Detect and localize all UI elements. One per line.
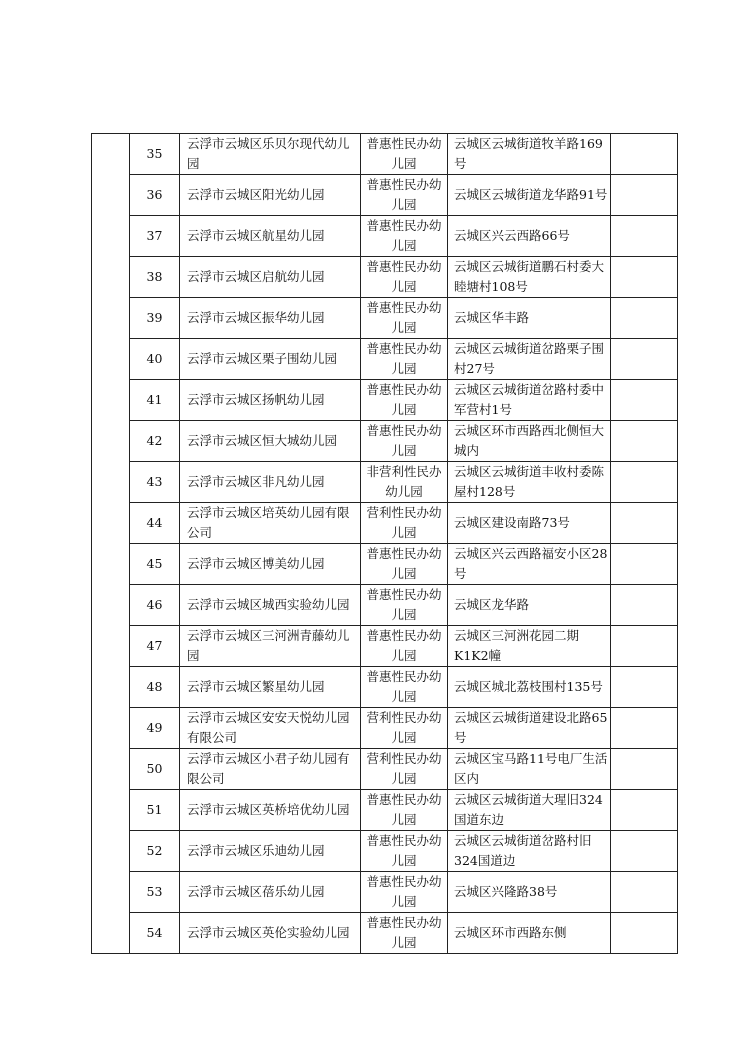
kindergarten-type-cell: 营利性民办幼儿园 (361, 503, 448, 544)
kindergarten-type-cell: 普惠性民办幼儿园 (361, 175, 448, 216)
row-number-cell: 52 (130, 831, 180, 872)
kindergarten-name-cell: 云浮市云城区繁星幼儿园 (180, 667, 361, 708)
kindergarten-name-cell: 云浮市云城区扬帆幼儿园 (180, 380, 361, 421)
kindergarten-name-cell: 云浮市云城区非凡幼儿园 (180, 462, 361, 503)
table-row (92, 421, 678, 462)
kindergarten-type-cell: 普惠性民办幼儿园 (361, 298, 448, 339)
kindergarten-type-cell: 普惠性民办幼儿园 (361, 544, 448, 585)
kindergarten-type-cell: 普惠性民办幼儿园 (361, 216, 448, 257)
remarks-cell (611, 421, 678, 462)
remarks-cell (611, 585, 678, 626)
table-row (92, 708, 678, 749)
table-row (92, 872, 678, 913)
table-row (92, 503, 678, 544)
address-cell: 云城区三河洲花园二期K1K2幢 (448, 626, 611, 667)
table-body (92, 134, 678, 954)
address-cell: 云城区兴云西路66号 (448, 216, 611, 257)
table-row (92, 216, 678, 257)
row-number-cell: 51 (130, 790, 180, 831)
remarks-cell (611, 913, 678, 954)
kindergarten-type-cell: 普惠性民办幼儿园 (361, 421, 448, 462)
kindergarten-name-cell: 云浮市云城区栗子围幼儿园 (180, 339, 361, 380)
row-number-cell: 49 (130, 708, 180, 749)
kindergarten-type-cell: 普惠性民办幼儿园 (361, 790, 448, 831)
kindergarten-name-cell: 云浮市云城区安安天悦幼儿园有限公司 (180, 708, 361, 749)
kindergarten-name-cell: 云浮市云城区振华幼儿园 (180, 298, 361, 339)
kindergarten-type-cell: 普惠性民办幼儿园 (361, 667, 448, 708)
row-number-cell: 44 (130, 503, 180, 544)
remarks-cell (611, 175, 678, 216)
row-number-cell: 42 (130, 421, 180, 462)
address-cell: 云城区云城街道大瑆旧324国道东边 (448, 790, 611, 831)
remarks-cell (611, 749, 678, 790)
remarks-cell (611, 462, 678, 503)
kindergarten-name-cell: 云浮市云城区乐迪幼儿园 (180, 831, 361, 872)
kindergarten-name-cell: 云浮市云城区英桥培优幼儿园 (180, 790, 361, 831)
address-cell: 云城区龙华路 (448, 585, 611, 626)
kindergarten-name-cell: 云浮市云城区培英幼儿园有限公司 (180, 503, 361, 544)
table-row (92, 544, 678, 585)
table-row (92, 913, 678, 954)
kindergarten-type-cell: 营利性民办幼儿园 (361, 749, 448, 790)
row-number-cell: 53 (130, 872, 180, 913)
kindergarten-name-cell: 云浮市云城区航星幼儿园 (180, 216, 361, 257)
table-row (92, 667, 678, 708)
remarks-cell (611, 790, 678, 831)
table-row (92, 462, 678, 503)
table-row (92, 585, 678, 626)
table-row (92, 380, 678, 421)
address-cell: 云城区兴云西路福安小区28号 (448, 544, 611, 585)
row-number-cell: 39 (130, 298, 180, 339)
remarks-cell (611, 831, 678, 872)
address-cell: 云城区环市西路东侧 (448, 913, 611, 954)
address-cell: 云城区云城街道丰收村委陈屋村128号 (448, 462, 611, 503)
row-number-cell: 45 (130, 544, 180, 585)
kindergarten-name-cell: 云浮市云城区英伦实验幼儿园 (180, 913, 361, 954)
table-row (92, 626, 678, 667)
kindergarten-name-cell: 云浮市云城区蓓乐幼儿园 (180, 872, 361, 913)
kindergarten-name-cell: 云浮市云城区乐贝尔现代幼儿园 (180, 134, 361, 175)
remarks-cell (611, 626, 678, 667)
table-row (92, 257, 678, 298)
kindergarten-name-cell: 云浮市云城区小君子幼儿园有限公司 (180, 749, 361, 790)
remarks-cell (611, 339, 678, 380)
kindergarten-type-cell: 普惠性民办幼儿园 (361, 380, 448, 421)
table-row (92, 175, 678, 216)
remarks-cell (611, 544, 678, 585)
address-cell: 云城区云城街道岔路村旧324国道边 (448, 831, 611, 872)
row-number-cell: 48 (130, 667, 180, 708)
kindergarten-type-cell: 普惠性民办幼儿园 (361, 831, 448, 872)
kindergarten-name-cell: 云浮市云城区恒大城幼儿园 (180, 421, 361, 462)
address-cell: 云城区云城街道岔路村委中军营村1号 (448, 380, 611, 421)
district-group-cell (92, 134, 130, 954)
table-row (92, 298, 678, 339)
table-row (92, 134, 678, 175)
remarks-cell (611, 503, 678, 544)
kindergarten-type-cell: 非营利性民办幼儿园 (361, 462, 448, 503)
row-number-cell: 37 (130, 216, 180, 257)
address-cell: 云城区云城街道牧羊路169号 (448, 134, 611, 175)
kindergarten-name-cell: 云浮市云城区博美幼儿园 (180, 544, 361, 585)
kindergarten-type-cell: 普惠性民办幼儿园 (361, 257, 448, 298)
address-cell: 云城区建设南路73号 (448, 503, 611, 544)
kindergarten-type-cell: 营利性民办幼儿园 (361, 708, 448, 749)
table-row (92, 339, 678, 380)
kindergarten-type-cell: 普惠性民办幼儿园 (361, 872, 448, 913)
kindergarten-type-cell: 普惠性民办幼儿园 (361, 913, 448, 954)
kindergarten-type-cell: 普惠性民办幼儿园 (361, 339, 448, 380)
address-cell: 云城区云城街道建设北路65号 (448, 708, 611, 749)
remarks-cell (611, 298, 678, 339)
row-number-cell: 43 (130, 462, 180, 503)
address-cell: 云城区云城街道岔路栗子围村27号 (448, 339, 611, 380)
table-row (92, 831, 678, 872)
address-cell: 云城区华丰路 (448, 298, 611, 339)
address-cell: 云城区云城街道龙华路91号 (448, 175, 611, 216)
kindergarten-name-cell: 云浮市云城区阳光幼儿园 (180, 175, 361, 216)
row-number-cell: 40 (130, 339, 180, 380)
remarks-cell (611, 134, 678, 175)
remarks-cell (611, 708, 678, 749)
row-number-cell: 46 (130, 585, 180, 626)
row-number-cell: 54 (130, 913, 180, 954)
remarks-cell (611, 667, 678, 708)
kindergarten-name-cell: 云浮市云城区城西实验幼儿园 (180, 585, 361, 626)
kindergarten-table (91, 133, 678, 954)
row-number-cell: 36 (130, 175, 180, 216)
kindergarten-type-cell: 普惠性民办幼儿园 (361, 626, 448, 667)
address-cell: 云城区环市西路西北侧恒大城内 (448, 421, 611, 462)
address-cell: 云城区宝马路11号电厂生活区内 (448, 749, 611, 790)
address-cell: 云城区云城街道鹏石村委大睦塘村108号 (448, 257, 611, 298)
kindergarten-name-cell: 云浮市云城区三河洲青藤幼儿园 (180, 626, 361, 667)
remarks-cell (611, 257, 678, 298)
remarks-cell (611, 216, 678, 257)
kindergarten-type-cell: 普惠性民办幼儿园 (361, 585, 448, 626)
kindergarten-type-cell: 普惠性民办幼儿园 (361, 134, 448, 175)
table-row (92, 749, 678, 790)
row-number-cell: 50 (130, 749, 180, 790)
row-number-cell: 35 (130, 134, 180, 175)
address-cell: 云城区兴隆路38号 (448, 872, 611, 913)
address-cell: 云城区城北荔枝围村135号 (448, 667, 611, 708)
row-number-cell: 41 (130, 380, 180, 421)
table-row (92, 790, 678, 831)
remarks-cell (611, 872, 678, 913)
kindergarten-name-cell: 云浮市云城区启航幼儿园 (180, 257, 361, 298)
remarks-cell (611, 380, 678, 421)
row-number-cell: 47 (130, 626, 180, 667)
row-number-cell: 38 (130, 257, 180, 298)
